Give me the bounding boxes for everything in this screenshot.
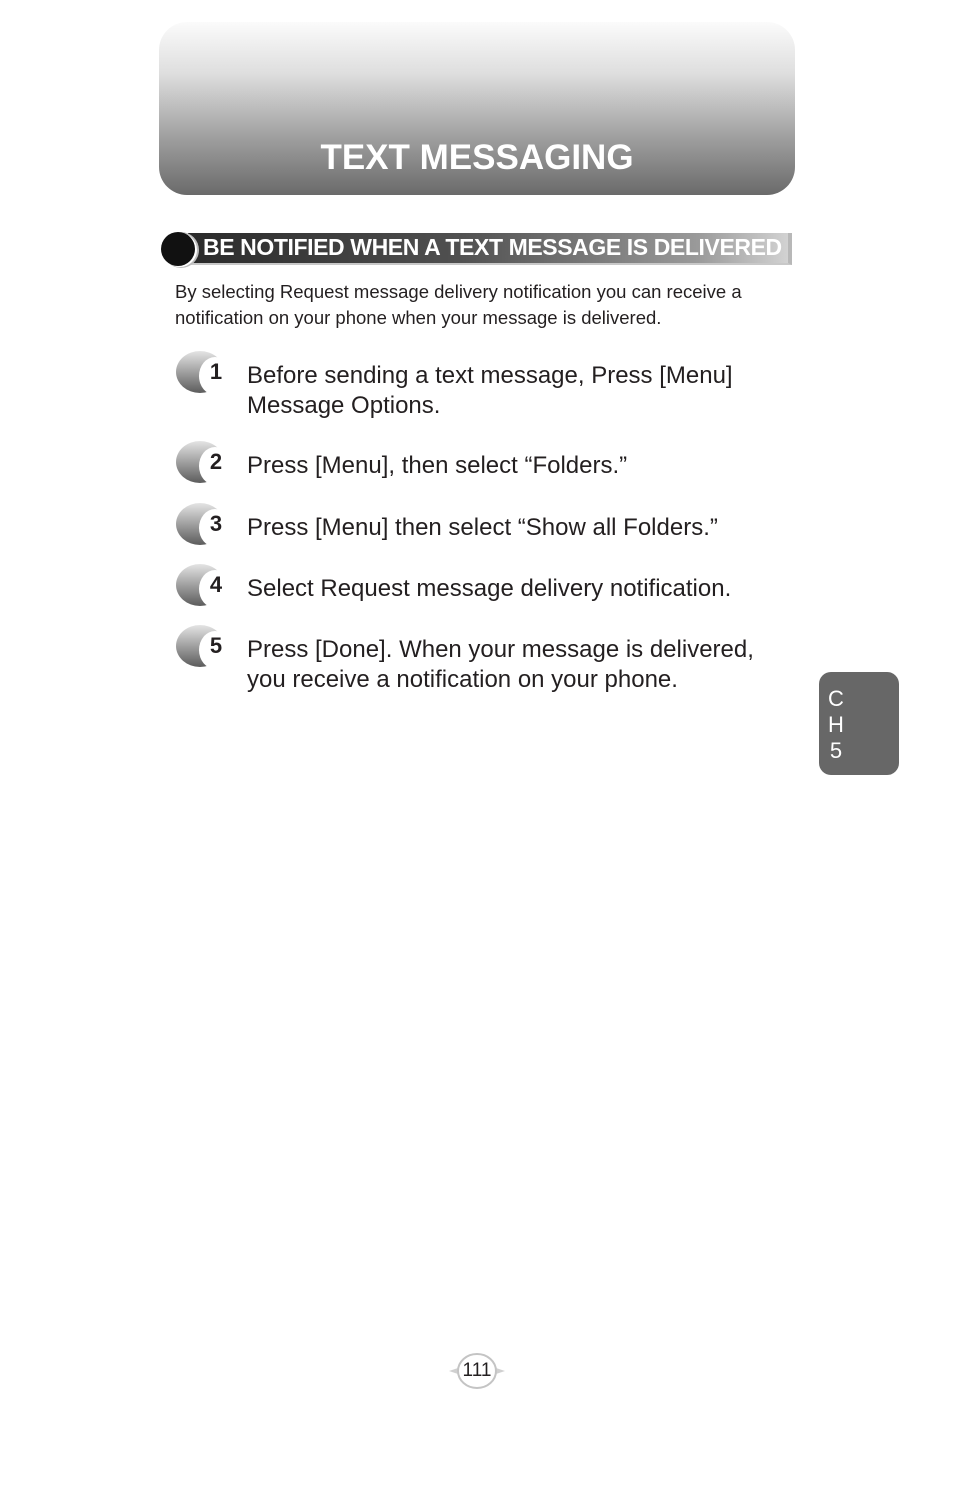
- chapter-number: 5: [829, 738, 843, 763]
- step-text: Press [Menu], then select “Folders.”: [247, 452, 628, 479]
- page-number: 111: [462, 1360, 492, 1381]
- section-bullet-icon: [161, 232, 195, 266]
- step-number: 2: [209, 449, 223, 474]
- step-text: Press [Done]. When your message is delivered, you receive a notification on your phone.: [247, 636, 754, 693]
- chapter-label: [826, 686, 846, 764]
- step-text: Press [Menu] then select “Show all Folders.”: [247, 514, 718, 541]
- step-number: 4: [209, 572, 223, 597]
- chapter-letter-c: C: [828, 686, 844, 711]
- section-intro: By selecting Request message delivery notification you can receive a notification on your phone when your message is delivered.: [175, 281, 742, 328]
- chapter-letter-h: H: [828, 712, 844, 737]
- step-number: 1: [209, 359, 223, 384]
- page-number-badge: [447, 1352, 507, 1390]
- step-number: 5: [209, 633, 223, 658]
- page-title: TEXT MESSAGING: [320, 138, 634, 177]
- step-text: Select Request message delivery notification.: [247, 575, 732, 602]
- section-heading: BE NOTIFIED WHEN A TEXT MESSAGE IS DELIVERED: [203, 234, 782, 260]
- step-number: 3: [209, 511, 223, 536]
- step-text: Before sending a text message, Press [Menu] Message Options.: [247, 362, 733, 419]
